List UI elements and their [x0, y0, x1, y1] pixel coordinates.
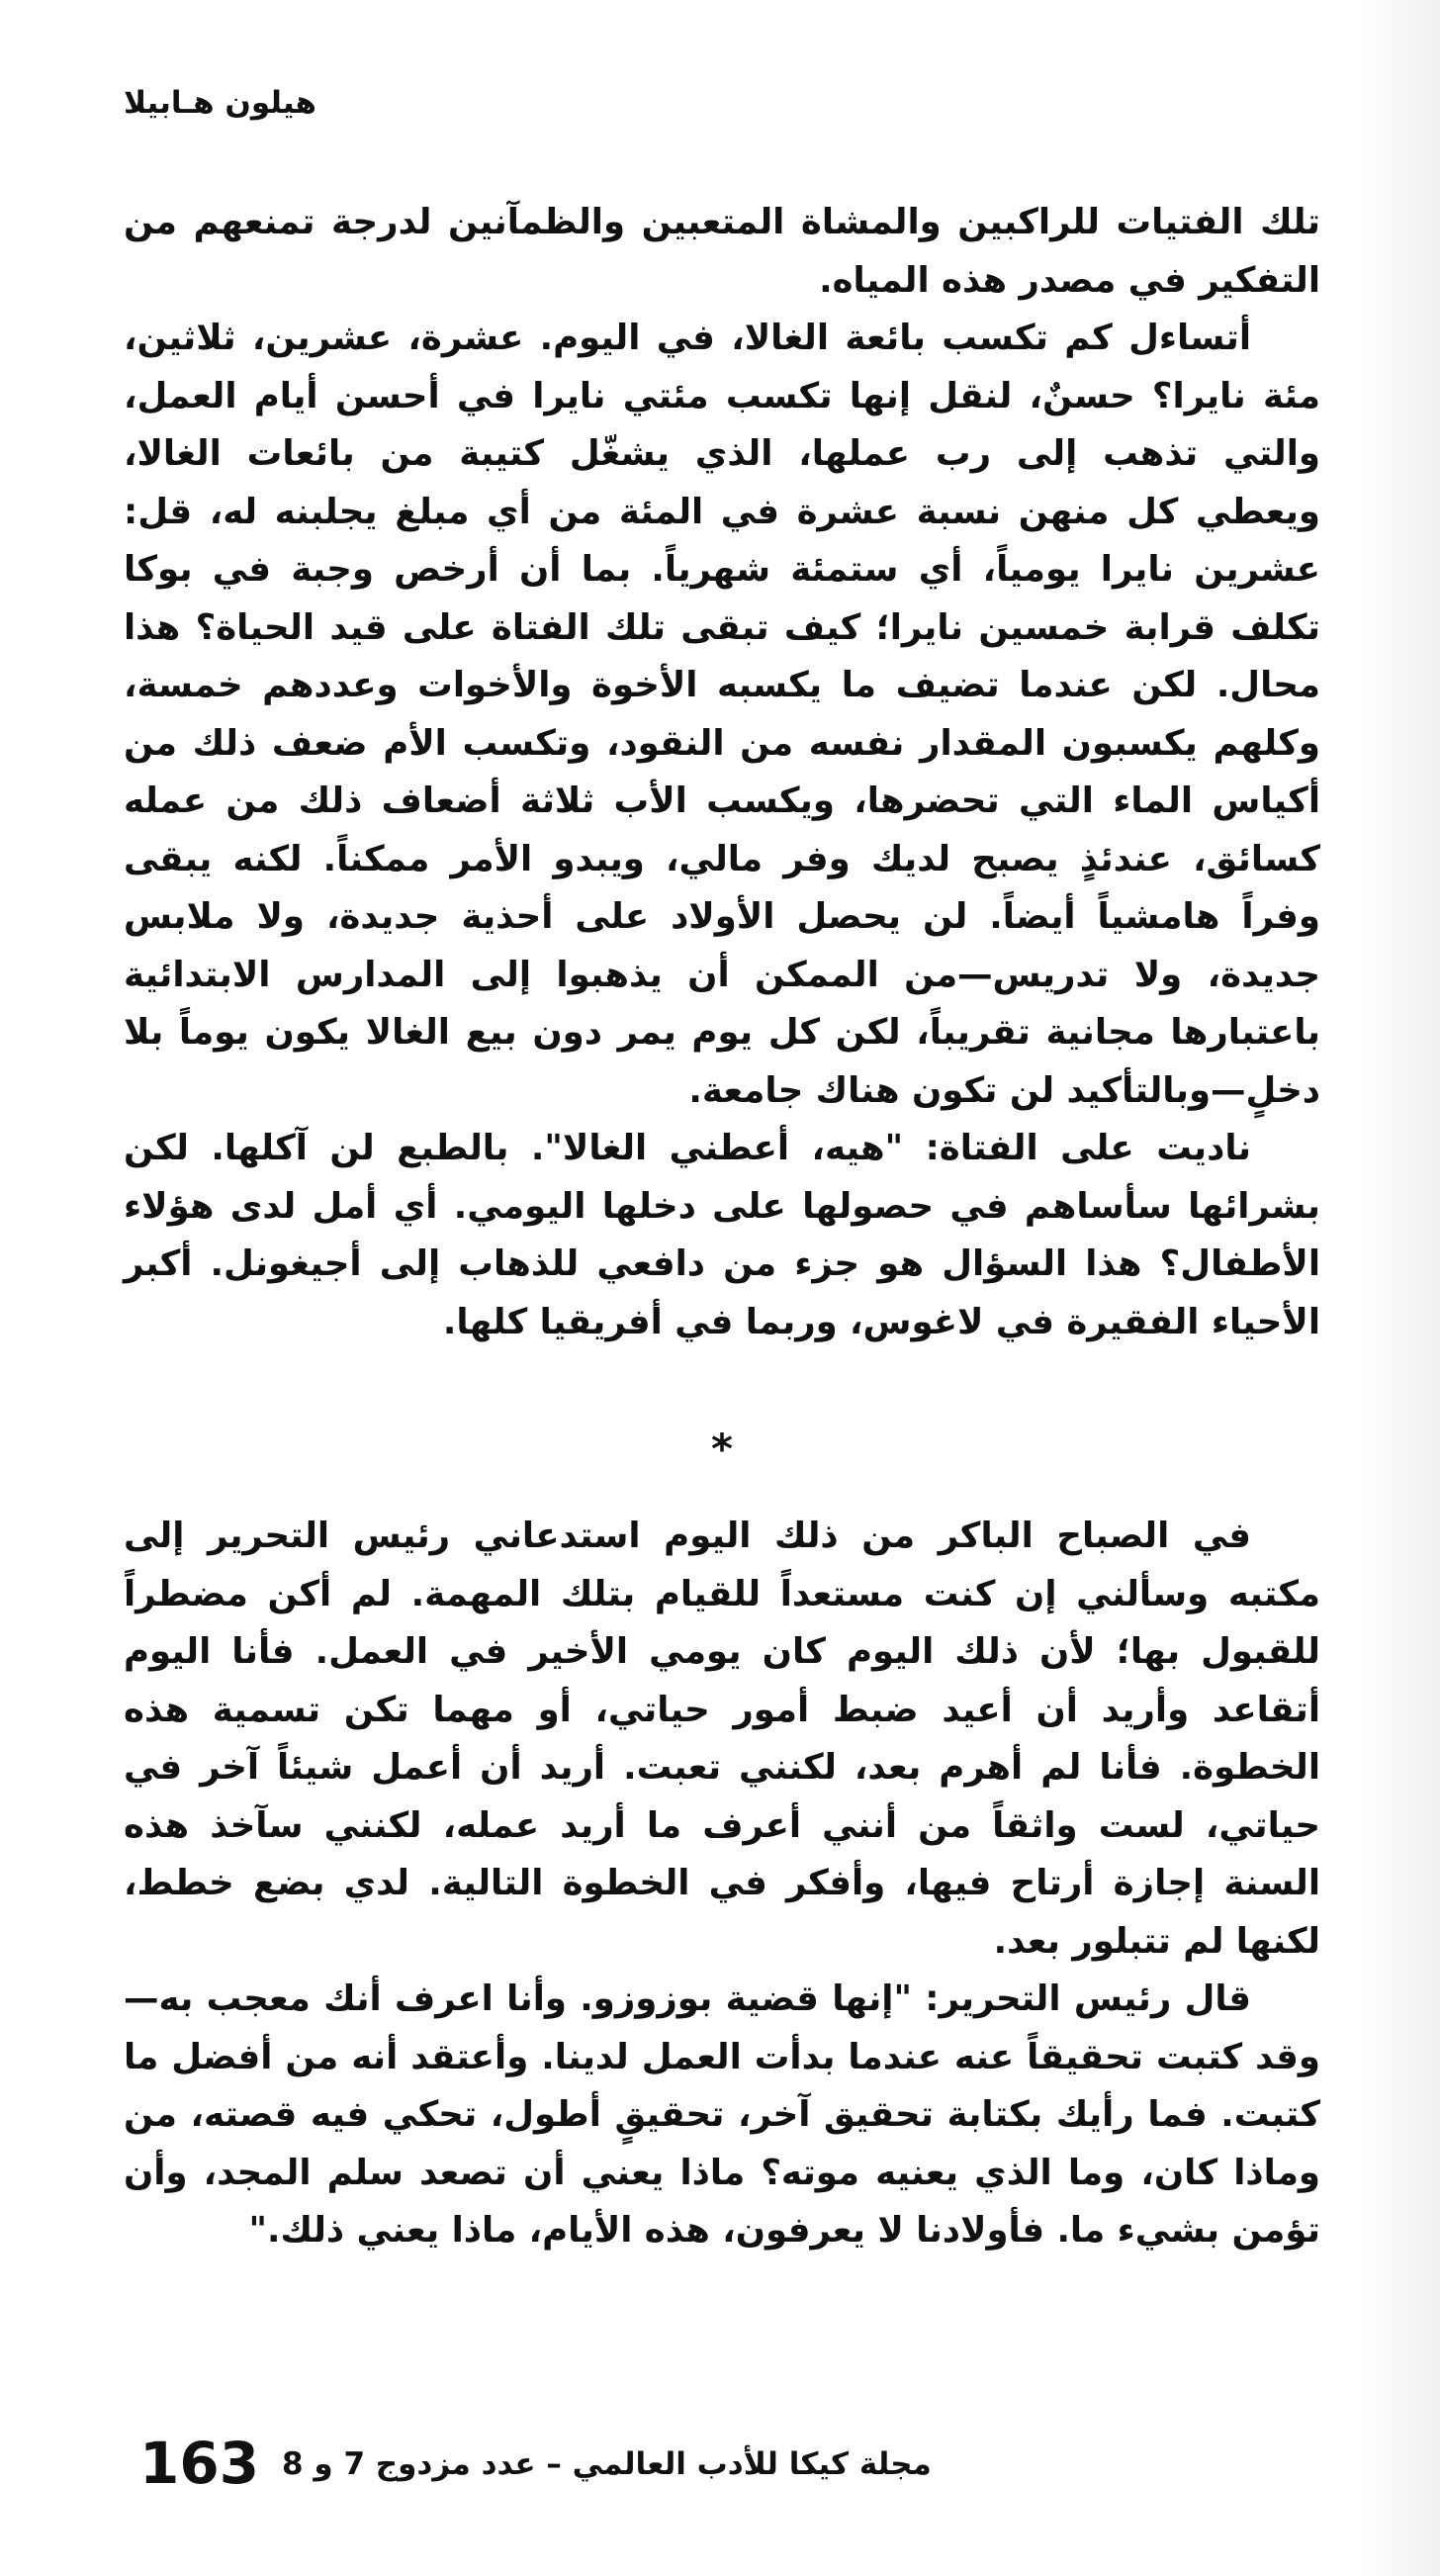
paragraph: قال رئيس التحرير: "إنها قضية بوزوزو. وأنا اعرف أنك معجب به—وقد كتبت تحقيقاً عنه عندما بدأت العمل لدينا. وأعتقد أنه من أفضل ما كتبت. فما رأيك بكتابة تحقيق آخر، تحقيقٍ أطول، تحكي فيه قصته، من وماذا كان، وما الذي يعنيه موته؟ ماذا يعني أن تصعد سلم المجد، وأن تؤمن بشيء ما. فأولادنا لا يعرفون، هذه الأيام، ماذا يعني ذلك." [124, 1978, 1320, 2251]
page-edge-shadow [1357, 0, 1440, 2576]
paragraph: تلك الفتيات للراكبين والمشاة المتعبين والظمآنين لدرجة تمنعهم من التفكير في مصدر هذه المياه. [124, 202, 1320, 301]
journal-info: مجلة كيكا للأدب العالمي – عدد مزدوج 7 و 8 [282, 2446, 932, 2482]
page-number: 163 [139, 2430, 260, 2497]
paragraph: في الصباح الباكر من ذلك اليوم استدعاني رئيس التحرير إلى مكتبه وسألني إن كنت مستعداً للقيام بتلك المهمة. لم أكن مضطراً للقبول بها؛ لأن ذلك اليوم كان يومي الأخير في العمل. فأنا اليوم أتقاعد وأريد أن أعيد ضبط أمور حياتي، أو مهما تكن تسمية هذه الخطوة. فأنا لم أهرم بعد، لكنني تعبت. أريد أن أعمل شيئاً آخر في حياتي، لست واثقاً من أنني أعرف ما أريد عمله، لكنني سآخذ هذه السنة إجازة أرتاح فيها، وأفكر في الخطوة التالية. لدي بضع خطط، لكنها لم تتبلور بعد. [124, 1516, 1320, 1962]
paragraph: أتساءل كم تكسب بائعة الغالا، في اليوم. عشرة، عشرين، ثلاثين، مئة نايرا؟ حسنٌ، لنقل إنها تكسب مئتي نايرا في أحسن أيام العمل، والتي تذهب إلى رب عملها، الذي يشغّل كتيبة من بائعات الغالا، ويعطي كل منهن نسبة عشرة في المئة من أي مبلغ يجلبنه له، قل: عشرين نايرا يومياً، أي ستمئة شهرياً. بما أن أرخص وجبة في بوكا تكلف قرابة خمسين نايرا؛ كيف تبقى تلك الفتاة على قيد الحياة؟ هذا محال. لكن عندما تضيف ما يكسبه الأخوة والأخوات وعددهم خمسة، وكلهم يكسبون المقدار نفسه من النقود، وتكسب الأم ضعف ذلك من أكياس الماء التي تحضرها، ويكسب الأب ثلاثة أضعاف ذلك من عمله كسائق، عندئذٍ يصبح لديك وفر مالي، ويبدو الأمر ممكناً. لكنه يبقى وفراً هامشياً أيضاً. لن يحصل الأولاد على أحذية جديدة، ولا ملابس جديدة، ولا تدريس—من الممكن أن يذهبوا إلى المدارس الابتدائية باعتبارها مجانية تقريباً، لكن كل يوم يمر دون بيع الغالا يكون يوماً بلا دخلٍ—وبالتأكيد لن تكون هناك جامعة. [124, 318, 1320, 1111]
running-head-author: هيلون هـابيلا [124, 85, 317, 121]
section-separator: * [711, 1425, 733, 1473]
paragraph: ناديت على الفتاة: "هيه، أعطني الغالا". بالطبع لن آكلها. لكن بشرائها سأساهم في حصولها على دخلها اليومي. أي أمل لدى هؤلاء الأطفال؟ هذا السؤال هو جزء من دافعي للذهاب إلى أجيغونل. أكبر الأحياء الفقيرة في لاغوس، وربما في أفريقيا كلها. [124, 1128, 1320, 1342]
page-footer [124, 2429, 1320, 2498]
body-text [124, 194, 1320, 2260]
